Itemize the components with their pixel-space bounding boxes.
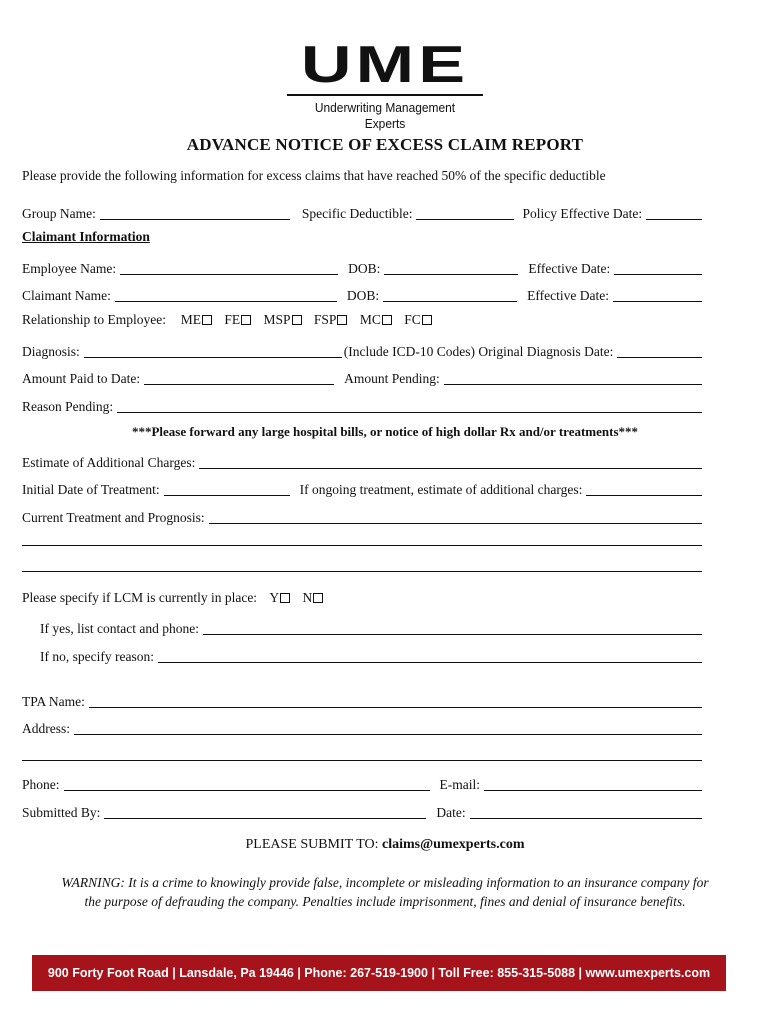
claimant-dob-label: DOB: [346, 288, 380, 303]
group-name-field[interactable] [100, 205, 290, 220]
amount-pending-label: Amount Pending: [344, 371, 440, 386]
group-name-label: Group Name: [22, 206, 96, 221]
amount-paid-field[interactable] [144, 370, 334, 385]
company-logo [287, 36, 483, 132]
fe-checkbox[interactable] [241, 315, 251, 325]
employee-row [22, 257, 702, 277]
large-bills-notice: ***Please forward any large hospital bills, or notice of high dollar Rx and/or treatments*** [131, 424, 639, 439]
msp-checkbox[interactable] [292, 315, 302, 325]
me-checkbox[interactable] [202, 315, 212, 325]
lcm-no-option[interactable]: N [302, 590, 332, 605]
initial-treatment-date-label: Initial Date of Treatment: [22, 482, 160, 497]
logo-rule [287, 94, 483, 96]
reason-pending-field[interactable] [117, 398, 702, 413]
address-row [22, 717, 702, 737]
employee-name-label: Employee Name: [22, 261, 117, 276]
claimant-name-label: Claimant Name: [22, 288, 111, 303]
lcm-no-reason-label: If no, specify reason: [40, 649, 154, 664]
employee-dob-field[interactable] [384, 260, 518, 275]
estimate-additional-label: Estimate of Additional Charges: [22, 455, 196, 470]
amount-paid-label: Amount Paid to Date: [22, 371, 141, 386]
mc-checkbox[interactable] [382, 315, 392, 325]
submitted-date-row [22, 801, 702, 821]
current-treatment-line-3[interactable] [22, 571, 702, 572]
lcm-no-reason-field[interactable] [158, 648, 702, 663]
diagnosis-label: Diagnosis: [22, 344, 80, 359]
logo-mark: UME [300, 36, 470, 94]
claimant-effective-date-field[interactable] [613, 287, 702, 302]
lcm-yes-row [40, 617, 702, 637]
treatment-row [22, 478, 702, 498]
fsp-checkbox[interactable] [337, 315, 347, 325]
ongoing-treatment-label: If ongoing treatment, estimate of additional charges: [299, 482, 583, 497]
phone-email-row [22, 773, 702, 793]
submitted-by-field[interactable] [104, 804, 426, 819]
tpa-name-field[interactable] [89, 693, 702, 708]
contact-footer: 900 Forty Foot Road | Lansdale, Pa 19446 | Phone: 267-519-1900 | Toll Free: 855-315-5088 | www.umexperts.com [32, 955, 726, 991]
fraud-warning [40, 873, 730, 911]
claimant-effective-date-label: Effective Date: [527, 288, 609, 303]
lcm-question-label: Please specify if LCM is currently in place: [22, 590, 258, 605]
claimant-name-field[interactable] [115, 287, 337, 302]
relationship-label: Relationship to Employee: [22, 312, 166, 327]
estimate-row [22, 451, 702, 471]
relationship-option-fe[interactable]: FE [224, 312, 260, 327]
current-treatment-line-2[interactable] [22, 545, 702, 546]
submit-instructions [0, 837, 770, 853]
claimant-section-heading: Claimant Information [22, 229, 150, 244]
policy-effective-date-label: Policy Effective Date: [522, 206, 643, 221]
address-line-2[interactable] [22, 760, 702, 761]
estimate-additional-field[interactable] [199, 454, 702, 469]
tpa-name-label: TPA Name: [22, 694, 85, 709]
email-field[interactable] [484, 776, 702, 791]
relationship-option-msp[interactable]: MSP [264, 312, 311, 327]
current-treatment-row [22, 506, 702, 526]
fc-checkbox[interactable] [422, 315, 432, 325]
claimant-row [22, 284, 702, 304]
current-treatment-field[interactable] [209, 509, 702, 524]
date-field[interactable] [470, 804, 702, 819]
form-title: ADVANCE NOTICE OF EXCESS CLAIM REPORT [186, 135, 584, 154]
fraud-warning-line-1: WARNING: It is a crime to knowingly provide false, incomplete or misleading information to an insurance company for [61, 875, 709, 890]
lcm-no-checkbox[interactable] [313, 593, 323, 603]
tpa-name-row [22, 690, 702, 710]
amounts-row [22, 367, 702, 387]
submit-prefix: PLEASE SUBMIT TO: [245, 837, 379, 852]
relationship-option-fc[interactable]: FC [404, 312, 441, 327]
relationship-row [22, 312, 441, 328]
employee-effective-date-label: Effective Date: [528, 261, 611, 276]
employee-effective-date-field[interactable] [614, 260, 702, 275]
phone-field[interactable] [64, 776, 430, 791]
relationship-option-fsp[interactable]: FSP [314, 312, 357, 327]
ongoing-treatment-field[interactable] [586, 481, 702, 496]
date-label: Date: [436, 805, 466, 820]
submitted-by-label: Submitted By: [22, 805, 101, 820]
reason-pending-label: Reason Pending: [22, 399, 114, 414]
diagnosis-field[interactable] [84, 343, 342, 358]
claimant-dob-field[interactable] [383, 287, 517, 302]
phone-label: Phone: [22, 777, 60, 792]
original-diagnosis-date-field[interactable] [617, 343, 702, 358]
logo-tagline: Underwriting Management Experts [314, 100, 456, 131]
employee-dob-label: DOB: [348, 261, 381, 276]
lcm-yes-contact-field[interactable] [203, 620, 702, 635]
specific-deductible-field[interactable] [416, 205, 514, 220]
lcm-yes-checkbox[interactable] [280, 593, 290, 603]
relationship-option-me[interactable]: ME [181, 312, 221, 327]
lcm-question-row [22, 590, 332, 606]
initial-treatment-date-field[interactable] [164, 481, 290, 496]
original-diagnosis-date-label: (Include ICD-10 Codes) Original Diagnosis Date: [343, 344, 614, 359]
lcm-no-row [40, 645, 702, 665]
relationship-option-mc[interactable]: MC [360, 312, 401, 327]
amount-pending-field[interactable] [444, 370, 702, 385]
lcm-yes-option[interactable]: Y [269, 590, 299, 605]
specific-deductible-label: Specific Deductible: [301, 206, 413, 221]
reason-pending-row [22, 395, 702, 415]
address-label: Address: [22, 721, 70, 736]
employee-name-field[interactable] [120, 260, 338, 275]
submit-email-link[interactable]: claims@umexperts.com [382, 837, 525, 852]
policy-effective-date-field[interactable] [646, 205, 702, 220]
lcm-yes-contact-label: If yes, list contact and phone: [40, 621, 199, 636]
diagnosis-row [22, 340, 702, 360]
fraud-warning-line-2: the purpose of defrauding the company. Penalties include imprisonment, fines and denial of insurance benefits. [84, 894, 686, 909]
email-label: E-mail: [439, 777, 481, 792]
group-row [22, 202, 702, 222]
address-field[interactable] [74, 720, 702, 735]
form-intro: Please provide the following information for excess claims that have reached 50% of the specific deductible [22, 168, 606, 183]
current-treatment-label: Current Treatment and Prognosis: [22, 510, 205, 525]
